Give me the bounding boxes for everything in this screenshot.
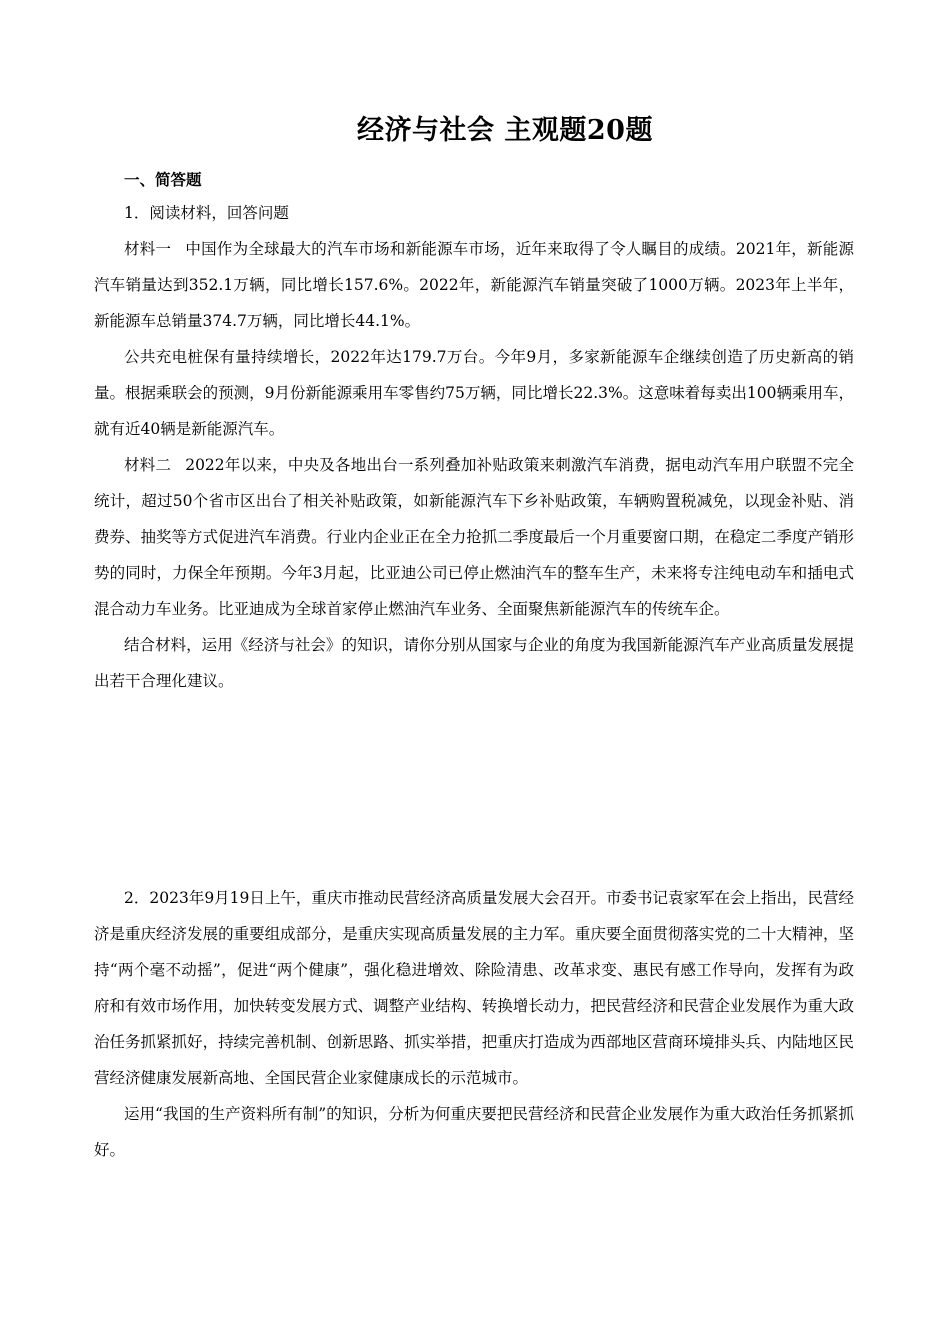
question-1-block bbox=[94, 195, 854, 699]
question-2-text: 2．2023年9月19日上午，重庆市推动民营经济高质量发展大会召开。市委书记袁家军在会上指出，民营经济是重庆经济发展的重要组成部分，是重庆实现高质量发展的主力军。重庆要全面贯彻落实党的二十大精神，坚持“两个毫不动摇”，促进“两个健康”，强化稳进增效、除险清患、改革求变、惠民有感工作导向，发挥有为政府和有效市场作用，加快转变发展方式、调整产业结构、转换增长动力，把民营经济和民营企业发展作为重大政治任务抓紧抓好，持续完善机制、创新思路、抓实举措，把重庆打造成为西部地区营商环境排头兵、内陆地区民营经济健康发展新高地、全国民营企业家健康成长的示范城市。 bbox=[94, 889, 854, 1087]
document-title: 经济与社会 主观题20题 bbox=[357, 115, 653, 146]
material-1-text: 中国作为全球最大的汽车市场和新能源车市场，近年来取得了令人瞩目的成绩。2021年，新能源汽车销量达到352.1万辆，同比增长157.6%。2022年，新能源汽车销量突破了1000万辆。2023年上半年，新能源车总销量374.7万辆，同比增长44.1%。 bbox=[94, 240, 854, 330]
question-1-intro: 1．阅读材料，回答问题 bbox=[124, 204, 289, 222]
material-2-paragraph bbox=[94, 447, 854, 627]
question-2-block bbox=[94, 880, 854, 1168]
material-2-text: 2022年以来，中央及各地出台一系列叠加补贴政策来刺激汽车消费，据电动汽车用户联盟不完全统计，超过50个省市区出台了相关补贴政策，如新能源汽车下乡补贴政策，车辆购置税减免，以现金补贴、消费券、抽奖等方式促进汽车消费。行业内企业正在全力抢抓二季度最后一个月重要窗口期，在稳定二季度产销形势的同时，力保全年预期。今年3月起，比亚迪公司已停止燃油汽车的整车生产，未来将专注纯电动车和插电式混合动力车业务。比亚迪成为全球首家停止燃油汽车业务、全面聚焦新能源汽车的传统车企。 bbox=[94, 456, 854, 618]
material-1-paragraph-2: 公共充电桩保有量持续增长，2022年达179.7万台。今年9月，多家新能源车企继续创造了历史新高的销量。根据乘联会的预测，9月份新能源乘用车零售约75万辆，同比增长22.3%。这意味着每卖出100辆乘用车，就有近40辆是新能源汽车。 bbox=[94, 348, 854, 438]
question-2-prompt: 运用“我国的生产资料所有制”的知识，分析为何重庆要把民营经济和民营企业发展作为重大政治任务抓紧抓好。 bbox=[94, 1105, 854, 1159]
question-1-prompt: 结合材料，运用《经济与社会》的知识，请你分别从国家与企业的角度为我国新能源汽车产业高质量发展提出若干合理化建议。 bbox=[94, 636, 854, 690]
material-1-paragraph bbox=[94, 231, 854, 339]
section-heading: 一、简答题 bbox=[124, 170, 202, 189]
material-1-label: 材料一 bbox=[124, 240, 172, 258]
material-2-label: 材料二 bbox=[124, 456, 172, 474]
